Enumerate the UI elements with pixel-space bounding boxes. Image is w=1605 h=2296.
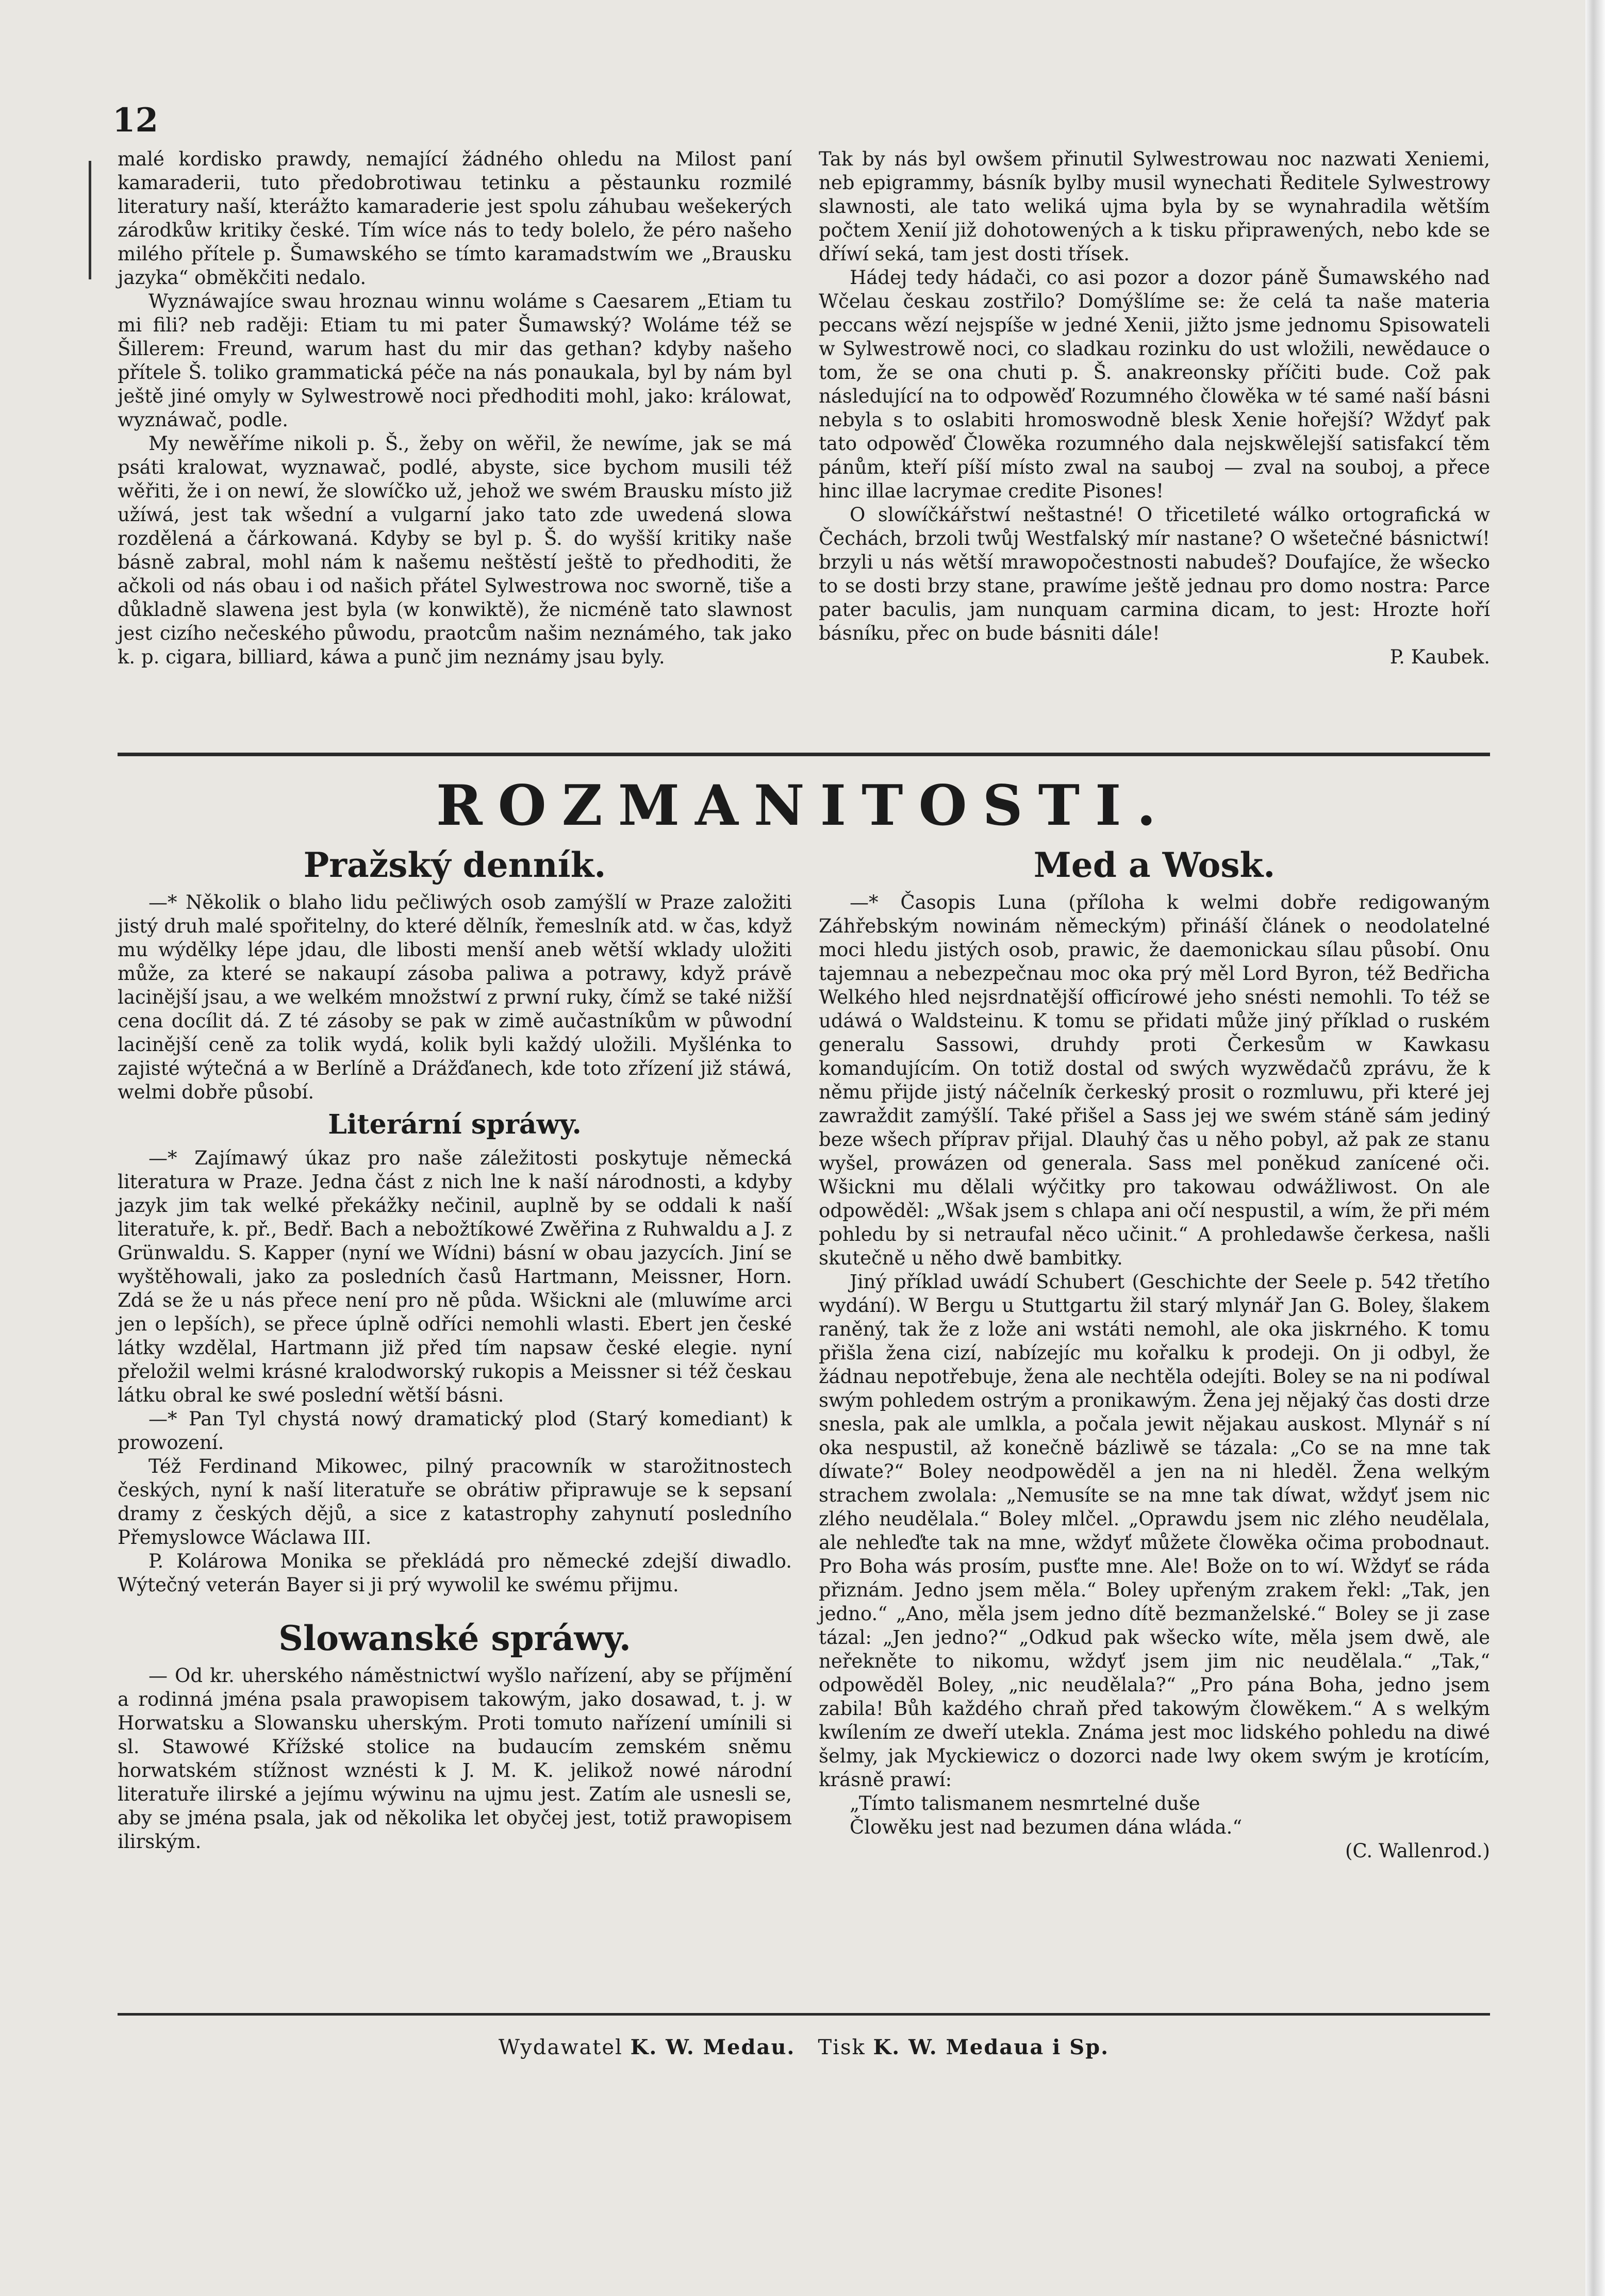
article-paragraph: Tak by nás byl owšem přinutil Sylwestrowau noc nazwati Xeniemi, neb epigrammy, básník bylby musil wynechati Ředitele Sylwestrowy slawnosti, ale tato weliká ujma byla by se wynahradila wětším počtem Xenií již dohotowených a k tisku připrawených, nebo kde se dříwí seká, tam jest dosti třísek. xyxy=(819,148,1490,265)
news-paragraph: —* Pan Tyl chystá nowý dramatický plod (Starý komediant) k prowození. xyxy=(118,1408,792,1454)
article-paragraph: Wyznáwajíce swau hroznau winnu woláme s Caesarem „Etiam tu mi fili? neb raději: Etiam tu mi pater Šumawský? Woláme též se Šillerem: Freund, warum hast du mir das gethan? kdyby našeho přítele Š. toliko grammatická péče na nás ponaukala, byl by nám byl ještě jiné omyly w Sylwestrowě noci předhoditi mohl, jako: králowat, wyznáwač, podle. xyxy=(118,290,792,431)
section-title: ROZMANITOSTI. xyxy=(436,773,1172,838)
page-edge-shadow xyxy=(1585,0,1605,2296)
news-paragraph: —* Několik o blaho lidu pečliwých osob zamýšlí w Praze založiti jistý druh malé spořitelny, do které dělník, řemeslník atd. w čas, když mu wýdělky lépe jdau, dle libosti menší aneb wětší wklady uložiti může, za které se nakaupí zásoba paliwa a potrawy, když právě lacinější jsau, a we welkém množstwí z prwní ruky, čímž se také nižší cena docílit dá. Z té zásoby se pak w zimě aučastníkům w půwodní lacinější ceně za tolik wydá, kolik byli každý uložili. Myšlénka to zajisté wýtečná a w Berlíně a Drážďanech, kde toto zřízení již stáwá, welmi dobře působí. xyxy=(118,891,792,1103)
imprint-footer xyxy=(118,2035,1490,2059)
verse-attribution: (C. Wallenrod.) xyxy=(1345,1840,1490,1862)
footer-divider xyxy=(118,2013,1490,2016)
printer-name: K. W. Medaua i Sp. xyxy=(873,2035,1110,2059)
printer-label: Tisk xyxy=(818,2036,866,2059)
page-number: 12 xyxy=(112,101,159,140)
publisher-label: Wydawatel xyxy=(498,2036,623,2059)
author-signature: P. Kaubek. xyxy=(1389,646,1490,668)
news-paragraph: Též Ferdinand Mikowec, pilný pracowník w starožitnostech českých, nyní k naší literatuře se obrátiw připrawuje se k sepsaní dramy z českých dějů, a sice z katastrophy zahynutí posledního Přemyslowce Wáclawa III. xyxy=(118,1455,792,1549)
heading-prazsky-dennik: Pražský denník. xyxy=(303,845,606,885)
bottom-left-column xyxy=(118,840,792,1854)
news-paragraph: P. Kolárowa Monika se překládá pro německé zdejší diwadlo. Wýtečný veterán Bayer si ji prý wywolil ke swému přijmu. xyxy=(118,1550,792,1596)
article-paragraph: Hádej tedy hádači, co asi pozor a dozor páně Šumawského nad Wčelau českau zostřilo? Domýšlíme se: že celá ta naše materia peccans wězí nejspíše w jedné Xenii, jižto jsme jednomu Spisowateli w Sylwestrowě noci, co sladkau rozinku do ust wložili, newědauce o tom, že se ona chuti p. Š. anakreonsky příčiti bude. Což pak následující na to odpowěď Rozumného člowěka w té samé naší básni nebyla s to oslabiti hromoswodně blesk Xenie hořejší? Wždyť pak tato odpowěď Člowěka rozumného dala nejskwělejší satisfakcí těm pánům, kteří píší místo zwal na saubој — zval na souboj, a přece hinc illae lacrymae credite Pisones! xyxy=(819,267,1490,502)
heading-literarni-sprawy: Literární spráwy. xyxy=(328,1109,582,1140)
heading-med-a-wosk: Med a Wosk. xyxy=(1033,845,1276,885)
section-divider xyxy=(118,753,1490,756)
top-right-column xyxy=(819,147,1490,669)
top-left-column xyxy=(118,147,792,669)
article-paragraph: malé kordisko prawdy, nemající žádného ohledu na Milost paní kamaraderii, tuto předobrotiwau tetinku a pěstaunku rozmilé literatury naší, kterážto kamaraderie jest spolu záhubau wešekerých zárodkůw kritiky české. Tím wíce nás to tedy bolelo, že péro našeho milého přítele p. Šumawského se tímto karamadstwím we „Brausku jazyka“ obměkčiti nedalo. xyxy=(118,148,792,289)
news-paragraph: Jiný příklad uwádí Schubert (Geschichte der Seele p. 542 třetího wydání). W Bergu u Stuttgartu žil starý mlynář Jan G. Boley, šlakem raněný, tak že z lože ani wstáti nemohl, ale oka jiskrného. K tomu přišla žena cizí, nabízejíc mu kořalku k prodeji. On ji odbyl, že žádnau nepotřebuje, žena ale nechtěla odejíti. Boley se na ni podíwal swým pohledem ostrým a pronikawým. Žena jej nějaký čas dosti drze snesla, pak ale umlkla, a počala jewit nějakau auskost. Mlynář s ní oka nespustil, až konečně bázliwě se tázala: „Co se na mne tak díwate?“ Boley neodpowěděl a jen na ni hleděl. Žena welkým strachem zwolala: „Nemusíte se na mne tak díwat, wždyť jsem nic zlého neudělala.“ Boley mlčel. „Oprawdu jsem nic zlého neudělala, ale nehleďte tak na mne, wždyť můžete člowěka očima probodnaut. Pro Boha wás prosím, pusťte mne. Ale! Bože on to wí. Wždyť se ráda přiznám. Jedno jsem měla.“ Boley upřeným zrakem řekl: „Tak, jen jedno.“ „Ano, měla jsem jedno dítě bezmanželské.“ Boley se ji zase tázal: „Jen jedno?“ „Odkud pak wšecko wíte, měla jsem dwě, ale neřekněte to nikomu, wždyť jsem jim nic neudělala.“ „Tak,“ odpowěděl Boley, „nic neudělala?“ „Pro pána Boha, jedno jsem zabila! Bůh každého chraň před takowým člowěkem.“ A s welkým kwílením ze dweří utekla. Známa jest moc lidského pohledu na diwé šelmy, jak Myckiewicz o dozorci nade lwy okem swým je krotícím, krásně prawí: xyxy=(819,1271,1490,1791)
news-paragraph: —* Časopis Luna (příloha k welmi dobře redigowaným Záhřebským nowinám německým) přináší článek o neodolatelné moci hledu jistých osob, prawic, že daemonickau sílau působí. Onu tajemnau a nebezpečnau moc oka prý měl Lord Byron, též Bedřicha Welkého hled nejsrdnatější officírowé jeho snésti nemohli. To též se udáwá o Waldsteinu. K tomu se přidati může jiný příklad o ruském generalu Sassowi, druhdy proti Čerkesům w Kawkasu komandujícím. On totiž dostal od swých wyzwědačů zprávu, že k němu přijde jistý náčelník čerkeský prosit o rozmluwu, při které jej zawraždit zamýšlí. Také přišel a Sass jej we swém stáně sám jediný beze wšech příprav přijal. Dlauhý čas u něho pobyl, až pak ze stanu wyšel, prowázen od generala. Sass mel poněkud zanícené oči. Wšickni mu dělali wýčitky pro takowau odwážliwost. On ale odpowěděl: „Wšak jsem s chlapa ani očí nespustil, a wím, že při mém pohledu by si netraufal něco učinit.“ A prohledawše čerkesa, našli skutečně u něho dwě bambitky. xyxy=(819,891,1490,1269)
heading-slowanske-sprawy: Slowanské spráwy. xyxy=(278,1618,631,1658)
bottom-right-column xyxy=(819,840,1490,1863)
article-paragraph: O slowíčkářstwí neštastné! O třicetileté wálko ortografická w Čechách, brzoli twůj Westfalský mír nastane? O wšetečné básnictwí! brzyli u nás wětší mrawopočestnosti nabudeš? Doufajíce, že wšecko to se dosti brzy stane, prawíme ještě jednau pro domo nostra: Parce pater baculis, jam nunquam carmina dicam, to jest: Hrozte hoří básníku, přec on bude básniti dále! xyxy=(819,504,1490,644)
verse-line: „Tímto talismanem nesmrtelné duše xyxy=(850,1792,1200,1815)
margin-mark xyxy=(89,161,91,279)
verse-line: Člowěku jest nad bezumen dána wláda.“ xyxy=(850,1816,1243,1838)
news-paragraph: — Od kr. uherského náměstnictwí wyšlo nařízení, aby se příjmění a rodinná jména psala prawopisem takowým, jako dosawad, t. j. w Horwatsku a Slowansku uherským. Proti tomuto nařízení umínili si sl. Stawowé Křížské stolice na budaucím zemském sněmu horwatském stížnost wznésti k J. M. K. jelikož nowé národní literatuře ilirské a jejímu wýwinu na ujmu jest. Zatím ale usnesli se, aby se jména psala, jak od několika let obyčej jest, totiž prawopisem ilirským. xyxy=(118,1665,792,1853)
news-paragraph: —* Zajímawý úkaz pro naše záležitosti poskytuje německá literatura w Praze. Jedna část z nich lne k naší národnosti, a kdyby jazyk jim tak welké překážky nečinil, auplně by se oddali k naší literatuře, k. př., Bedř. Bach a nebožtíkowé Zwěřina z Ruhwaldu a J. z Grünwaldu. S. Kapper (nyní we Wídni) básní w obau jazycích. Jiní se wyštěhowali, jako za posledních časů Hartmann, Meissner, Horn. Zdá se že u nás přece není pro ně půda. Wšickni ale (mluwíme arci jen o lepších), se přece úplně odříci nemohli wlasti. Ebert jen české látky wzdělal, Hartmann již před tím napsaw české elegie. nyní přeložil welmi krásné kralodworský rukopis a Meissner si též českau látku obral ke swé poslední wětší básni. xyxy=(118,1147,792,1406)
publisher-name: K. W. Medau. xyxy=(630,2035,796,2059)
article-paragraph: My newěříme nikoli p. Š., žeby on wěřil, že newíme, jak se má psáti kralowat, wyznawač, podlé, abyste, sice bychom musili též wěřiti, že i on newí, že slowíčko už, jehož we swém Brausku místo již užíwá, jest tak wšední a vulgarní jako tato zde uwedená slowa rozdělená a čárkowaná. Kdyby se byl p. Š. do wyšší kritiky naše básně zabral, mohl nám k našemu neštěstí ještě to předhoditi, že ačkoli od nás obau i od našich přátel Sylwestrowa noc sworně, tiše a důkladně slawena jest byla (w konwiktě), že nicméně tato slawnost jest cizího nečeského půwodu, praotcům našim neznámého, tak jako k. p. cigara, billiard, káwa a punč jim neznámy jsau byly. xyxy=(118,432,792,668)
